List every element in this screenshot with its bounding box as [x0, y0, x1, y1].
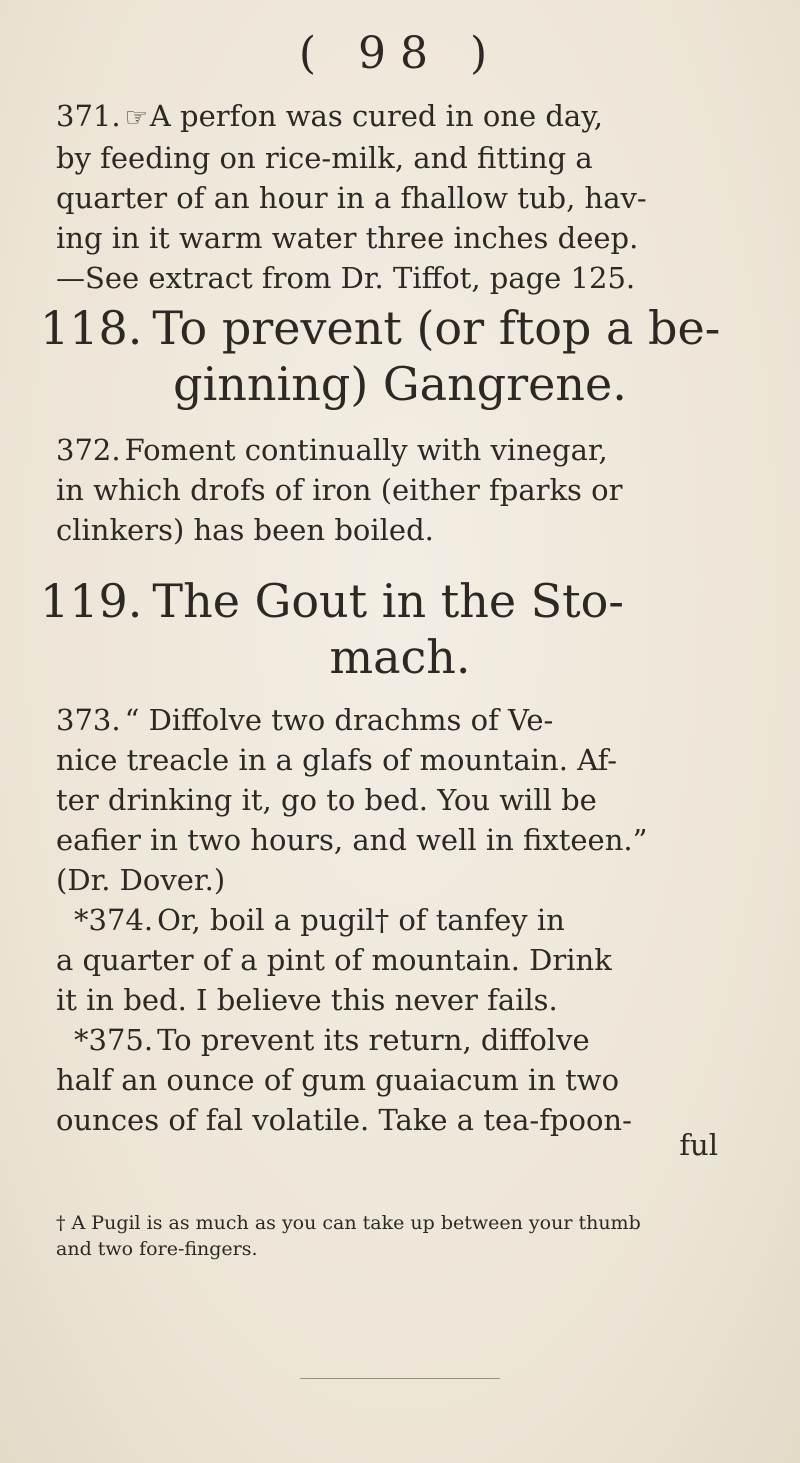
- paragraph-text: To prevent its return, diffolve: [157, 1023, 590, 1057]
- heading-text: To prevent (or ftop a be-: [152, 301, 721, 355]
- paragraph-line: a quarter of a pint of mountain. Drink: [56, 943, 612, 977]
- page-number: ( 98 ): [298, 28, 502, 79]
- paragraph-number: 371.: [56, 99, 121, 133]
- paragraph-number: *375.: [74, 1023, 154, 1057]
- pointing-hand-icon: ☞: [124, 103, 148, 133]
- paragraph-line: [56, 900, 756, 940]
- paragraph-line: clinkers) has been boiled.: [56, 513, 434, 547]
- paragraph-371: [56, 96, 748, 298]
- paragraph-line: half an ounce of gum guaiacum in two: [56, 1063, 620, 1097]
- catchword: ful: [679, 1128, 718, 1162]
- paragraph-line: [56, 700, 748, 740]
- heading-line: [40, 573, 760, 629]
- divider: [300, 1378, 500, 1379]
- paragraph-text: “ Diffolve two drachms of Ve-: [124, 703, 554, 737]
- heading-text: The Gout in the Sto-: [152, 574, 624, 628]
- paragraph-line: —See extract from Dr. Tiffot, page 125.: [56, 261, 636, 295]
- paragraph-number: 373.: [56, 703, 121, 737]
- paragraph-374: [56, 900, 756, 1020]
- paragraph-number: *374.: [74, 903, 154, 937]
- paragraph-text: Foment continually with vinegar,: [124, 433, 608, 467]
- footnote: [56, 1210, 776, 1262]
- paragraph-line: ounces of fal volatile. Take a tea-fpoon-: [56, 1103, 632, 1137]
- paragraph-line: in which drofs of iron (either fparks or: [56, 473, 623, 507]
- section-heading-119: [40, 573, 760, 685]
- paragraph-number: 372.: [56, 433, 121, 467]
- paragraph-line: nice treacle in a glafs of mountain. Af-: [56, 743, 618, 777]
- section-number: 118.: [40, 301, 143, 355]
- heading-line: mach.: [329, 630, 471, 684]
- paragraph-line: it in bed. I believe this never fails.: [56, 983, 558, 1017]
- paragraph-text: Or, boil a pugil† of tanfey in: [157, 903, 565, 937]
- footnote-line: and two fore-fingers.: [56, 1238, 258, 1260]
- paragraph-line: ter drinking it, go to bed. You will be: [56, 783, 597, 817]
- paragraph-text: A perfon was cured in one day,: [149, 99, 603, 133]
- footnote-line: † A Pugil is as much as you can take up between your thumb: [56, 1212, 641, 1234]
- section-number: 119.: [40, 574, 143, 628]
- paragraph-line: (Dr. Dover.): [56, 863, 226, 897]
- paragraph-line: [56, 1020, 748, 1060]
- paragraph-line: [56, 96, 748, 138]
- paragraph-372: [56, 430, 748, 550]
- paragraph-line: eafier in two hours, and well in fixteen.”: [56, 823, 648, 857]
- paragraph-line: [56, 430, 748, 470]
- paragraph-line: quarter of an hour in a fhallow tub, hav-: [56, 181, 647, 215]
- paragraph-line: ing in it warm water three inches deep.: [56, 221, 639, 255]
- paragraph-373: [56, 700, 748, 900]
- paragraph-line: by feeding on rice-milk, and fitting a: [56, 141, 593, 175]
- paragraph-375: [56, 1020, 748, 1140]
- section-heading-118: [40, 300, 760, 412]
- heading-line: [40, 300, 760, 356]
- heading-line: ginning) Gangrene.: [173, 357, 627, 411]
